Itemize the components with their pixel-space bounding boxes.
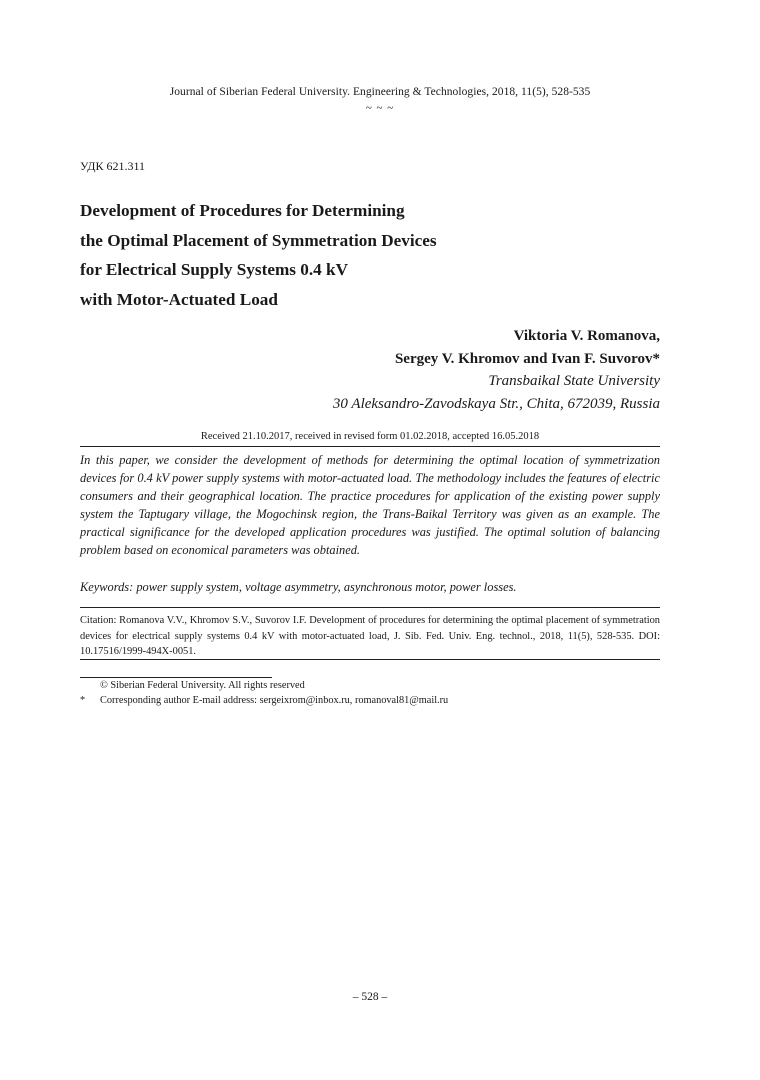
citation-text: Citation: Romanova V.V., Khromov S.V., Suvorov I.F. Development of procedures for determining the optimal placement of symmetration devices for electrical supply systems 0.4 kV with motor-actuated load, J. Sib. Fed. Univ. Eng. technol., 2018, 11(5), 528-535. DOI: 10.17516/1999-494X-0051. — [80, 615, 660, 657]
header-separator: ~ ~ ~ — [365, 102, 395, 114]
asterisk-mark: * — [80, 695, 86, 706]
authors-line-2: Sergey V. Khromov and Ivan F. Suvorov* — [394, 350, 660, 367]
affiliation: Transbaikal State University — [488, 373, 660, 389]
paper-title — [80, 196, 437, 314]
title-line-1: Development of Procedures for Determining — [80, 201, 405, 220]
udk-code: УДК 621.311 — [80, 159, 146, 173]
title-line-4: with Motor-Actuated Load — [80, 289, 278, 309]
copyright-footnote — [80, 679, 305, 693]
page-number: – 528 – — [352, 991, 388, 1003]
keywords: Keywords: power supply system, voltage asymmetry, asynchronous motor, power losses. — [80, 580, 517, 594]
title-line-2: the Optimal Placement of Symmetration Devices — [80, 230, 437, 250]
rule-below-citation — [80, 659, 660, 660]
corresponding-text: Corresponding author E-mail address: sergeixrom@inbox.ru, romanoval81@mail.ru — [100, 695, 449, 706]
footnote-rule — [80, 677, 272, 678]
title-line-3: for Electrical Supply Systems 0.4 kV — [80, 260, 349, 279]
author-block — [333, 325, 660, 415]
rule-above-abstract — [80, 446, 660, 447]
affiliation-address: 30 Aleksandro-Zavodskaya Str., Chita, 672039, Russia — [332, 395, 660, 412]
received-dates: Received 21.10.2017, received in revised form 01.02.2018, accepted 16.05.2018 — [200, 431, 540, 442]
corresponding-footnote — [80, 694, 448, 708]
copyright-text: © Siberian Federal University. All rights reserved — [100, 680, 305, 691]
journal-header: Journal of Siberian Federal University. Engineering & Technologies, 2018, 11(5), 528-535 — [169, 86, 591, 98]
abstract-text: In this paper, we consider the development of methods for determining the optimal location of symmetrization devices for 0.4 kV power supply systems with motor-actuated load. The methodology includes the features of electric consumers and their geographical location. The practice procedures for application of the existing power supply system the Taptugary village, the Mogochinsk region, the Trans-Baikal Territory was given as an example. The practical significance for the developed application procedures was justified. The optimal solution of balancing problem based on economical parameters was obtained. — [80, 453, 660, 557]
authors-line-1: Viktoria V. Romanova, — [513, 328, 660, 344]
rule-above-citation — [80, 607, 660, 608]
